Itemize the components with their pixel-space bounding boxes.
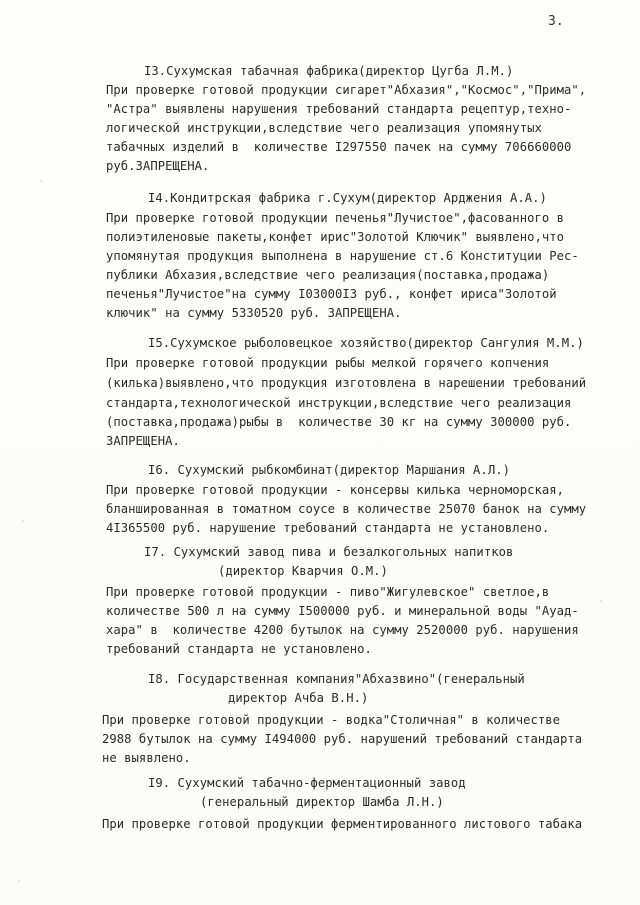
section-17-text: хара" в количестве 4200 бутылок на сумму 2520000 руб. нарушения (106, 623, 579, 637)
section-14-text: При проверке готовой продукции печенья"Лучистое",фасованного в (106, 211, 565, 225)
page-number: 3. (548, 14, 564, 29)
section-17-text: При проверке готовой продукции - пиво"Жигулевское" светлое,в (106, 585, 550, 599)
section-15-text: стандарта,технологической инструкции,вследствие чего реализация (106, 396, 572, 410)
section-13-text: табачных изделий в количестве I297550 пачек на сумму 706660000 (106, 140, 572, 154)
section-14-text: полиэтиленовые пакеты,конфет ирис"Золотой Ключик" выявлено,что (106, 230, 565, 244)
section-14-text: упомянутая продукция выполнена в нарушение ст.6 Конституции Рес- (106, 249, 579, 263)
section-15-text: ЗАПРЕЩЕНА. (106, 434, 180, 448)
section-17-text: требований стандарта не установлено. (106, 642, 372, 656)
speck (22, 520, 24, 522)
section-15-heading: I5.Сухумское рыболовецкое хозяйство(директор Сангулия М.М.) (148, 336, 584, 350)
section-14-heading: I4.Кондитрская фабрика г.Сухум(директор Арджения А.А.) (148, 191, 547, 205)
section-17-heading: I7. Сухумский завод пива и безалкогольных напитков (144, 545, 514, 559)
section-16-heading: I6. Сухумский рыбкомбинат(директор Маршания А.Л.) (148, 463, 510, 477)
section-17-text: количестве 500 л на сумму I500000 руб. и минеральной воды "Ауад- (106, 604, 579, 618)
section-14-text: печенья"Лучистое"на сумму I03000I3 руб., конфет ириса"Золотой (106, 287, 557, 301)
section-19-heading: (генеральный директор Шамба Л.Н.) (200, 795, 444, 809)
section-13-heading: I3.Сухумская табачная фабрика(директор Цугба Л.М.) (144, 64, 514, 78)
section-15-text: (поставка,продажа)рыбы в количестве 30 кг на сумму 300000 руб. (106, 415, 572, 429)
section-13-text: руб.ЗАПРЕЩЕНА. (106, 159, 210, 173)
section-18-text: не выявлено. (102, 751, 191, 765)
section-16-text: 4I365500 руб. нарушение требований стандарта не установлено. (106, 521, 550, 535)
section-16-text: При проверке готовой продукции - консервы килька черноморская, (106, 483, 565, 497)
section-17-heading: (директор Кварчия О.М.) (218, 564, 388, 578)
section-16-text: бланшированная в томатном соусе в количестве 25070 банок на сумму (106, 502, 587, 516)
section-18-text: При проверке готовой продукции - водка"Столичная" в количестве (102, 713, 561, 727)
section-14-text: ключик" на сумму 5330520 руб. ЗАПРЕЩЕНА. (106, 306, 402, 320)
section-19-text: При проверке готовой продукции ферментированного листового табака (102, 817, 583, 831)
speck (18, 880, 20, 882)
section-18-heading: директор Ачба В.Н.) (228, 691, 369, 705)
section-13-text: "Астра" выявлены нарушения требований стандарта рецептур,техно- (106, 102, 572, 116)
section-18-text: 2988 бутылок на сумму I494000 руб. нарушений требований стандарта (102, 732, 583, 746)
speck (40, 180, 42, 182)
speck (600, 600, 602, 602)
section-13-text: При проверке готовой продукции сигарет"Абхазия","Космос","Прима", (106, 83, 587, 97)
section-15-text: При проверке готовой продукции рыбы мелкой горячего копчения (106, 356, 550, 370)
section-19-heading: I9. Сухумский табачно-ферментационный завод (148, 776, 466, 790)
section-14-text: публики Абхазия,вследствие чего реализация(поставка,продажа) (106, 268, 550, 282)
section-18-heading: I8. Государственная компания"Абхазвино"(генеральный (148, 672, 525, 686)
section-15-text: (килька)выявлено,что продукция изготовлена в нарешении требований (106, 376, 587, 390)
section-13-text: логической инструкции,вследствие чего реализация упомянутых (106, 121, 542, 135)
